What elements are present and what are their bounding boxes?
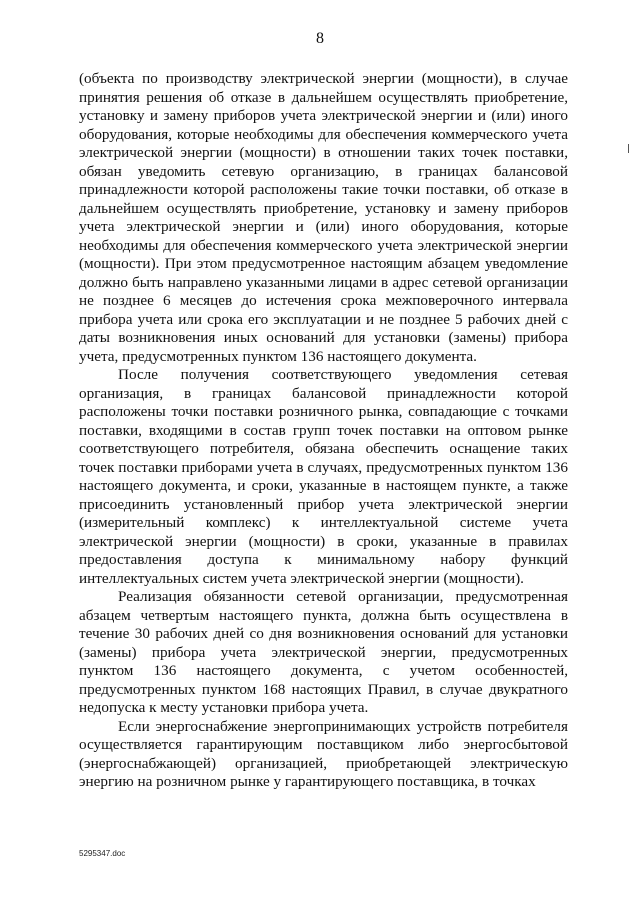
margin-mark (628, 144, 629, 153)
paragraph-4: Если энергоснабжение энергопринимающих устройств потребителя осуществляется гарантирующим поставщиком либо энергосбытовой (энергоснабжающей) организацией, приобретающей электрическую энергию на розничном рынке у гарантирующего поставщика, в точках (79, 717, 568, 790)
paragraph-3: Реализация обязанности сетевой организации, предусмотренная абзацем четвертым настоящего пункта, должна быть осуществлена в течение 30 рабочих дней со дня возникновения оснований для установки (замены) прибора учета электрической энергии, предусмотренных пунктом 136 настоящего документа, с учетом особенностей, предусмотренных пунктом 168 настоящих Правил, в случае двукратного недопуска к месту установки прибора учета. (79, 588, 568, 716)
page-number: 8 (316, 30, 324, 47)
paragraph-1: (объекта по производству электрической энергии (мощности), в случае принятия решения об отказе в дальнейшем осуществлять приобретение, установку и замену приборов учета электрической энергии и (или) иного оборудования, которые необходимы для обеспечения коммерческого учета электрической энергии (мощности) в отношении таких точек поставки, обязан уведомить сетевую организацию, в границах балансовой принадлежности которой расположены такие точки поставки, об отказе в дальнейшем осуществлять приобретение, установку и замену приборов учета электрической энергии и (или) иного оборудования, которые необходимы для обеспечения коммерческого учета электрической энергии (мощности). При этом предусмотренное настоящим абзацем уведомление должно быть направлено указанными лицами в адрес сетевой организации не позднее 6 месяцев до истечения срока межповерочного интервала прибора учета или срока его эксплуатации и не позднее 5 рабочих дней с даты возникновения иных оснований для установки (замены) прибора учета, предусмотренных пунктом 136 настоящего документа. (79, 70, 568, 365)
paragraph-2: После получения соответствующего уведомления сетевая организация, в границах балансовой принадлежности которой расположены точки поставки розничного рынка, совпадающие с точками поставки, входящими в состав групп точек поставки на оптовом рынке соответствующего потребителя, обязана обеспечить оснащение таких точек поставки приборами учета в случаях, предусмотренных пунктом 136 настоящего документа, и сроки, указанные в настоящем пункте, а также присоединить установленный прибор учета электрической энергии (измерительный комплекс) к интеллектуальной системе учета электрической энергии (мощности) в сроки, указанные в правилах предоставления доступа к минимальному набору функций интеллектуальных систем учета электрической энергии (мощности). (79, 366, 568, 587)
document-body (79, 70, 568, 792)
footer-filename: 5295347.doc (79, 849, 126, 858)
